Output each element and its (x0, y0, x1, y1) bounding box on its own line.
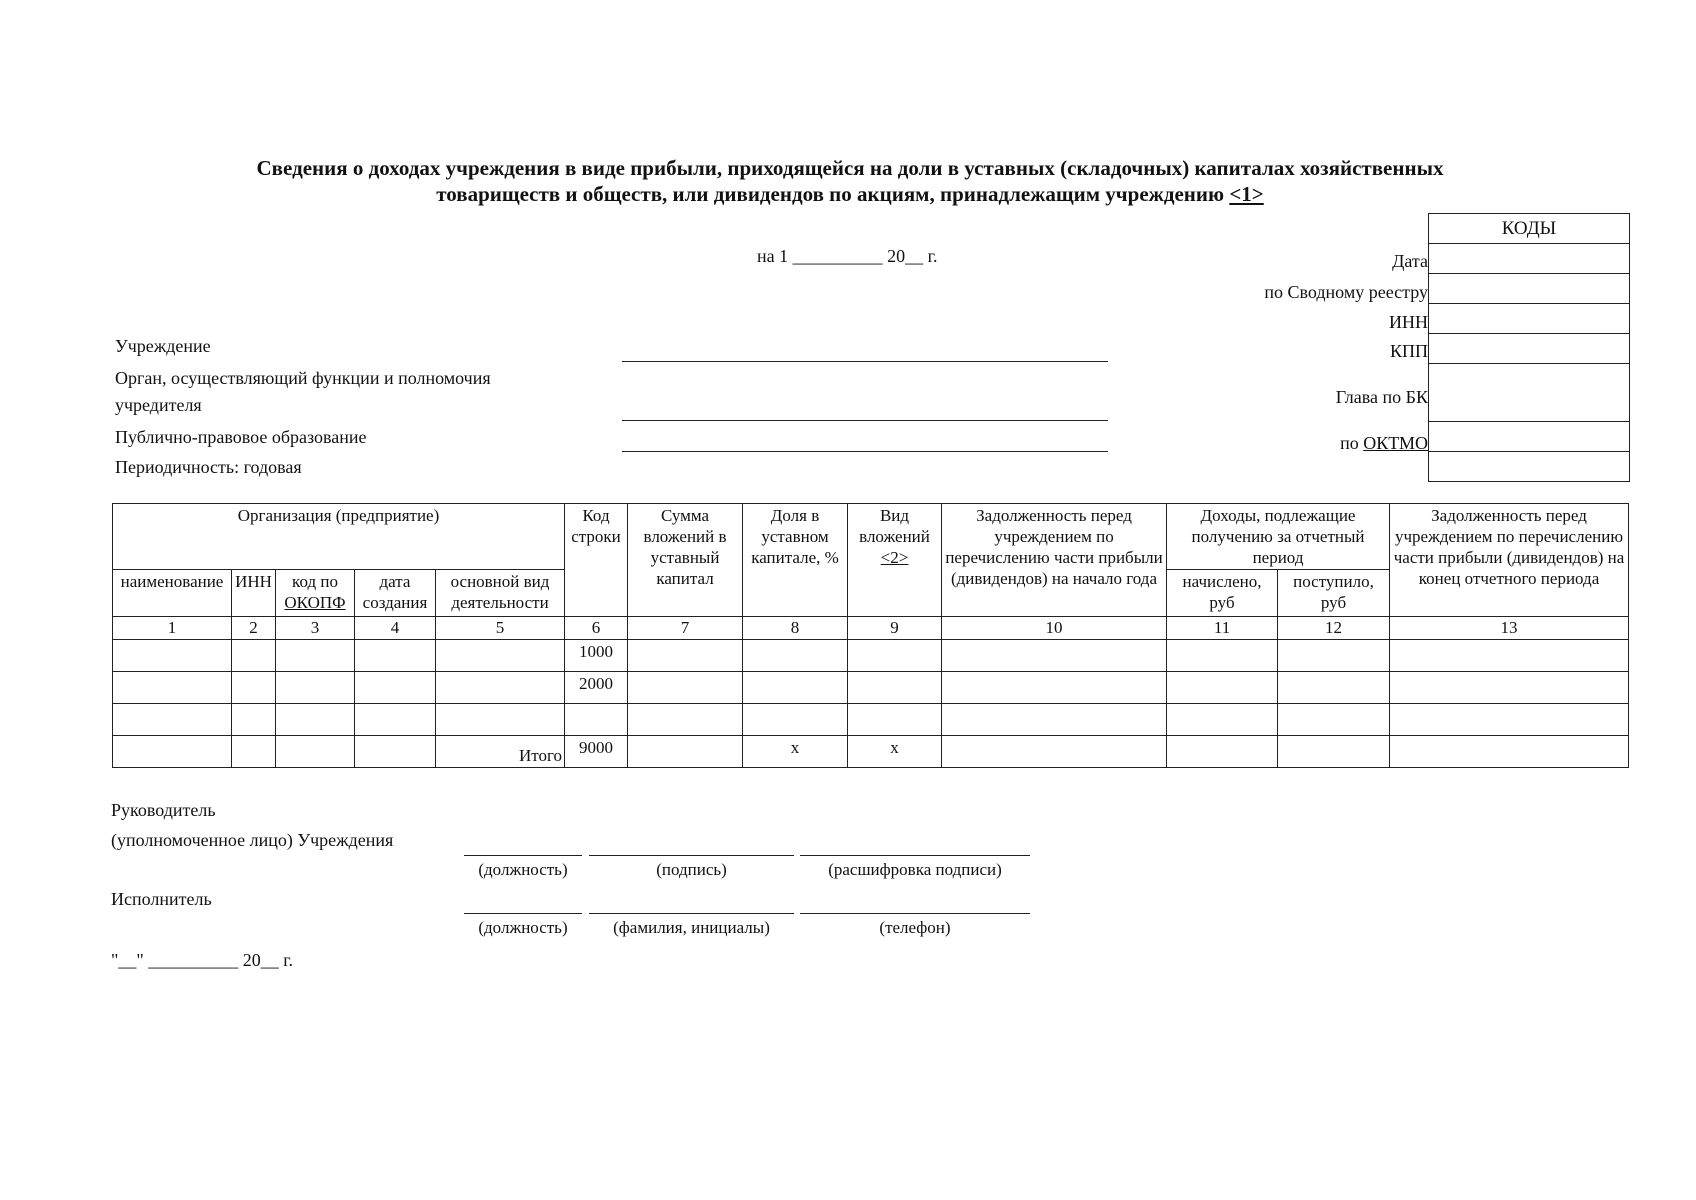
cell-accrued[interactable] (1167, 640, 1278, 672)
caption-signature: (подпись) (656, 860, 727, 879)
cell-accrued[interactable] (1167, 704, 1278, 736)
total-label: Итого (436, 736, 565, 768)
public-entity-field-line[interactable] (622, 451, 1108, 452)
total-cell-date (355, 736, 436, 768)
label-institution: Учреждение (115, 336, 211, 356)
cell-sum[interactable] (628, 640, 743, 672)
label-oktmo-prefix: по (1340, 433, 1364, 453)
codes-header: КОДЫ (1429, 214, 1629, 244)
label-date: Дата (1392, 251, 1428, 271)
cell-share[interactable] (743, 640, 848, 672)
total-debt-start[interactable] (942, 736, 1167, 768)
col-num-12: 12 (1278, 617, 1390, 640)
cell-received[interactable] (1278, 704, 1390, 736)
label-founder-line2: учредителя (115, 395, 202, 415)
label-oktmo-link[interactable]: ОКТМО (1363, 433, 1428, 453)
codes-box (1428, 213, 1630, 482)
header-inn: ИНН (232, 570, 276, 617)
total-cell-okopf (276, 736, 355, 768)
cell-type[interactable] (848, 672, 942, 704)
cell-debt-end[interactable] (1390, 672, 1629, 704)
head-signature-line[interactable] (589, 855, 794, 856)
col-num-1: 1 (113, 617, 232, 640)
cell-debt-end[interactable] (1390, 704, 1629, 736)
total-debt-end[interactable] (1390, 736, 1629, 768)
executor-name-line[interactable] (589, 913, 794, 914)
cell-share[interactable] (743, 704, 848, 736)
header-okopf-l1: код по (292, 572, 338, 591)
report-date-line: на 1 __________ 20__ г. (757, 246, 938, 266)
cell-received[interactable] (1278, 672, 1390, 704)
caption-name: (фамилия, инициалы) (613, 918, 770, 937)
col-num-11: 11 (1167, 617, 1278, 640)
cell-activity[interactable] (436, 640, 565, 672)
signature-date[interactable]: "__" __________ 20__ г. (111, 950, 294, 970)
header-name: наименование (113, 570, 232, 617)
header-sum: Сумма вложений в уставный капитал (628, 504, 743, 617)
col-num-13: 13 (1390, 617, 1629, 640)
code-inn-cell[interactable] (1429, 304, 1629, 334)
code-kpp-cell[interactable] (1429, 334, 1629, 364)
head-decoding-line[interactable] (800, 855, 1030, 856)
label-executor: Исполнитель (111, 889, 212, 909)
cell-debt-start[interactable] (942, 672, 1167, 704)
code-periodicity-cell[interactable] (1429, 452, 1629, 481)
cell-code: 1000 (565, 640, 628, 672)
table-row (113, 672, 1629, 704)
cell-date[interactable] (355, 640, 436, 672)
total-cell-name (113, 736, 232, 768)
head-position-line[interactable] (464, 855, 582, 856)
header-share: Доля в уставном капитале, % (743, 504, 848, 617)
total-share: x (743, 736, 848, 768)
header-activity-l2: деятельности (451, 593, 549, 612)
header-income-group: Доходы, подлежащие получению за отчетный период (1167, 504, 1390, 570)
label-head-authorized: (уполномоченное лицо) Учреждения (111, 830, 394, 850)
cell-okopf[interactable] (276, 704, 355, 736)
cell-sum[interactable] (628, 704, 743, 736)
cell-okopf[interactable] (276, 640, 355, 672)
code-registry-cell[interactable] (1429, 274, 1629, 304)
header-okopf-l2[interactable]: ОКОПФ (284, 593, 346, 612)
caption-position: (должность) (478, 860, 568, 879)
label-head: Руководитель (111, 800, 216, 820)
header-received: поступило, руб (1278, 570, 1390, 617)
cell-sum[interactable] (628, 672, 743, 704)
cell-activity[interactable] (436, 672, 565, 704)
caption-phone: (телефон) (879, 918, 951, 937)
col-num-3: 3 (276, 617, 355, 640)
title-line-2: товариществ и обществ, или дивидендов по акциям, принадлежащим учреждению (436, 182, 1225, 206)
cell-okopf[interactable] (276, 672, 355, 704)
header-accrued: начислено, руб (1167, 570, 1278, 617)
table-row (113, 640, 1629, 672)
col-num-6: 6 (565, 617, 628, 640)
cell-debt-end[interactable] (1390, 640, 1629, 672)
header-date-created (355, 570, 436, 617)
header-activity (436, 570, 565, 617)
label-registry: по Сводному реестру (1264, 282, 1428, 302)
total-row (113, 736, 1629, 768)
col-num-2: 2 (232, 617, 276, 640)
executor-position-line[interactable] (464, 913, 582, 914)
header-org-group: Организация (предприятие) (113, 504, 565, 570)
footnote-ref-2[interactable]: <2> (880, 548, 909, 567)
header-type-label: Вид вложений (859, 506, 930, 546)
label-founder-line1: Орган, осуществляющий функции и полномочия (115, 368, 491, 388)
cell-activity[interactable] (436, 704, 565, 736)
cell-type[interactable] (848, 640, 942, 672)
total-type: x (848, 736, 942, 768)
cell-name[interactable] (113, 672, 232, 704)
cell-accrued[interactable] (1167, 672, 1278, 704)
label-periodicity: Периодичность: годовая (115, 457, 302, 477)
header-row-1 (113, 504, 1629, 570)
cell-name[interactable] (113, 640, 232, 672)
title-line-1: Сведения о доходах учреждения в виде прибыли, приходящейся на доли в уставных (складочных) капиталах хозяйственных (256, 156, 1444, 180)
cell-code (565, 704, 628, 736)
executor-phone-line[interactable] (800, 913, 1030, 914)
cell-date[interactable] (355, 704, 436, 736)
header-debt-end: Задолженность перед учреждением по перечислению части прибыли (дивидендов) на конец отчетного периода (1390, 504, 1629, 617)
institution-field-line[interactable] (622, 361, 1108, 362)
code-chapter-cell[interactable] (1429, 364, 1629, 422)
cell-debt-start[interactable] (942, 704, 1167, 736)
header-code: Код строки (565, 504, 628, 617)
label-inn: ИНН (1389, 312, 1428, 332)
label-chapter: Глава по БК (1335, 387, 1428, 407)
col-num-7: 7 (628, 617, 743, 640)
header-date-l1: дата (379, 572, 411, 591)
header-activity-l1: основной вид (450, 572, 550, 591)
col-num-8: 8 (743, 617, 848, 640)
header-date-l2: создания (362, 593, 428, 612)
caption-position-2: (должность) (478, 918, 568, 937)
col-num-9: 9 (848, 617, 942, 640)
code-date-cell[interactable] (1429, 244, 1629, 274)
founder-field-line[interactable] (622, 420, 1108, 421)
cell-inn[interactable] (232, 704, 276, 736)
cell-debt-start[interactable] (942, 640, 1167, 672)
cell-type[interactable] (848, 704, 942, 736)
label-kpp: КПП (1389, 341, 1428, 361)
code-oktmo-cell[interactable] (1429, 422, 1629, 452)
col-num-10: 10 (942, 617, 1167, 640)
table-row (113, 704, 1629, 736)
header-type (848, 504, 942, 617)
label-public-entity: Публично-правовое образование (115, 427, 367, 447)
total-accrued[interactable] (1167, 736, 1278, 768)
col-num-4: 4 (355, 617, 436, 640)
cell-share[interactable] (743, 672, 848, 704)
cell-date[interactable] (355, 672, 436, 704)
label-oktmo (1340, 433, 1428, 454)
cell-code: 2000 (565, 672, 628, 704)
column-numbers-row (113, 617, 1629, 640)
cell-inn[interactable] (232, 640, 276, 672)
cell-inn[interactable] (232, 672, 276, 704)
caption-decoding: (расшифровка подписи) (828, 860, 1002, 879)
investments-table (112, 503, 1629, 768)
total-received[interactable] (1278, 736, 1390, 768)
footnote-ref-1[interactable]: <1> (1229, 182, 1264, 206)
cell-name[interactable] (113, 704, 232, 736)
total-cell-inn (232, 736, 276, 768)
header-okopf (276, 570, 355, 617)
col-num-5: 5 (436, 617, 565, 640)
document-title (120, 155, 1580, 207)
cell-received[interactable] (1278, 640, 1390, 672)
total-sum[interactable] (628, 736, 743, 768)
total-code: 9000 (565, 736, 628, 768)
header-debt-start: Задолженность перед учреждением по перечислению части прибыли (дивидендов) на начало года (942, 504, 1167, 617)
